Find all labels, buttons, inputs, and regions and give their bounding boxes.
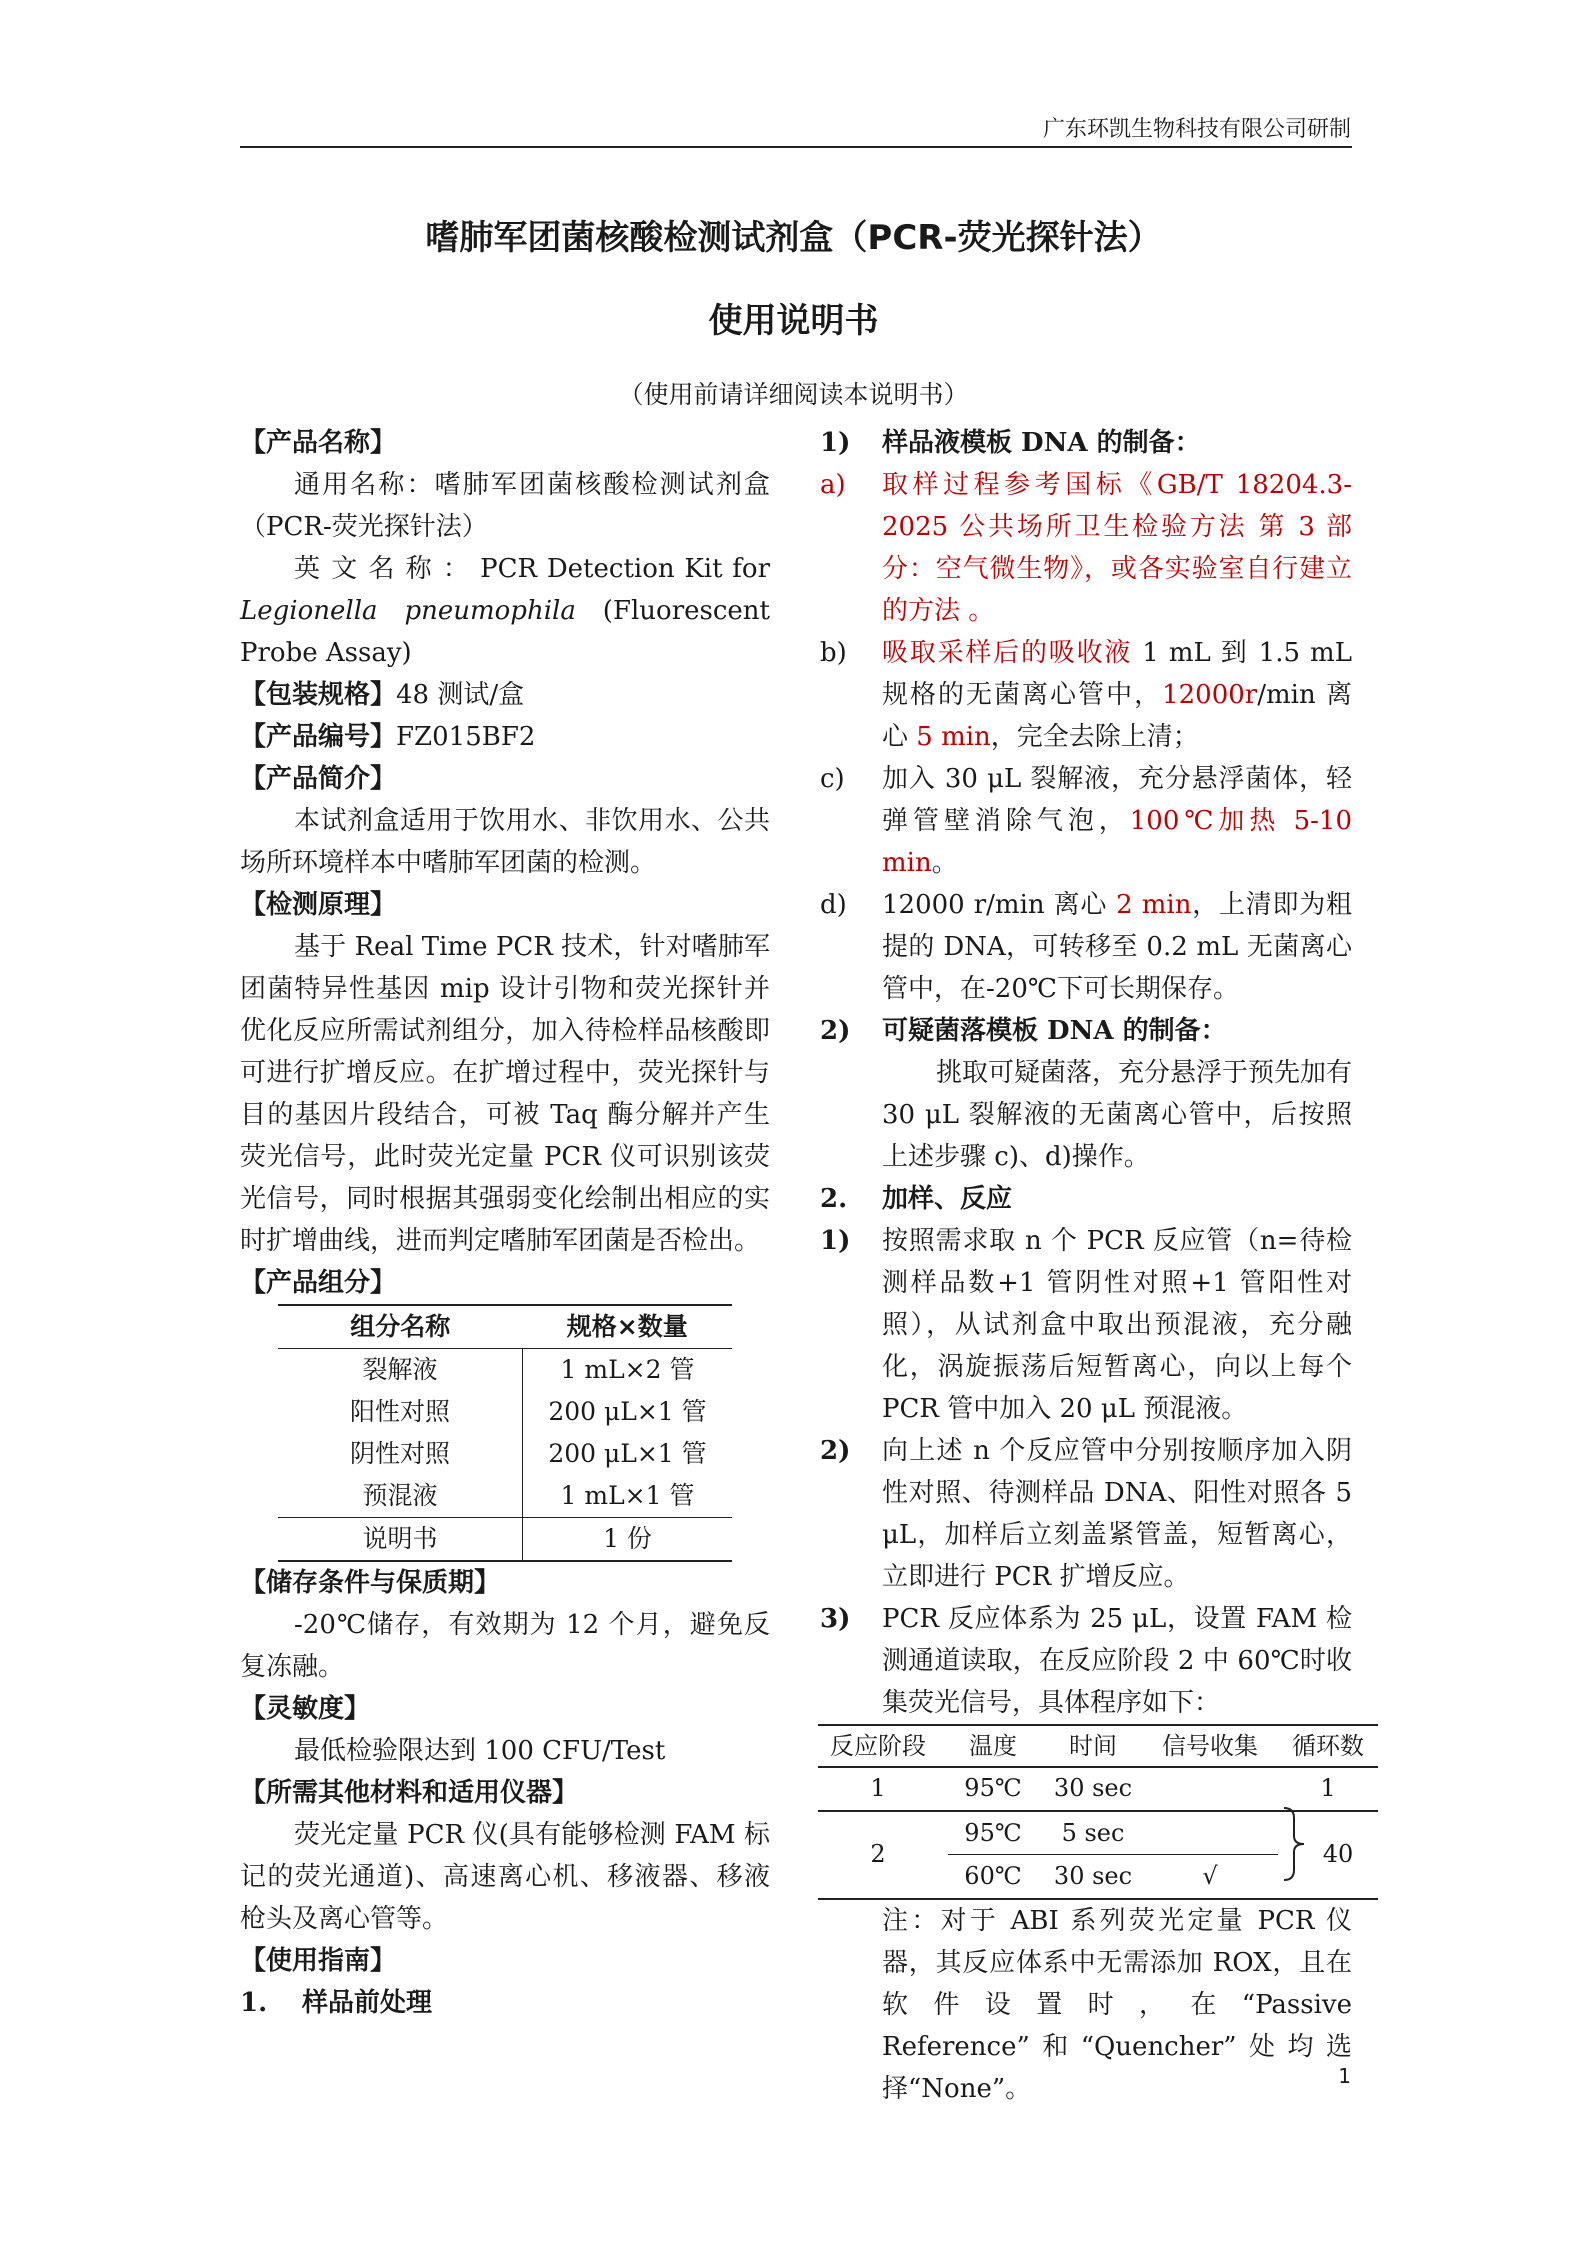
- left-column: [240, 422, 770, 2024]
- table-cell: 预混液: [278, 1475, 523, 1518]
- table-header: 温度: [969, 1732, 1017, 1760]
- table-cell: 95℃: [964, 1774, 1022, 1802]
- table-header: 反应阶段: [830, 1732, 926, 1760]
- table-cell: 95℃: [964, 1819, 1022, 1847]
- colony-dna-text: 挑取可疑菌落，充分悬浮于预先加有 30 μL 裂解液的无菌离心管中，后按照上述步骤 c)、d)操作。: [882, 1058, 1353, 1172]
- right-column: [820, 422, 1364, 2110]
- colony-dna-heading: 2) 可疑菌落模板 DNA 的制备：: [820, 1016, 1227, 1046]
- table-cell: 2: [870, 1840, 886, 1868]
- reaction-step-3: 3) PCR 反应体系为 25 μL，设置 FAM 检测通道读取，在反应阶段 2 中 60℃时收集荧光信号，具体程序如下：: [820, 1604, 1352, 1718]
- brace-icon: [1282, 1806, 1306, 1882]
- table-cell: 1 mL×1 管: [560, 1481, 695, 1510]
- read-notice: （使用前请详细阅读本说明书）: [618, 380, 969, 409]
- table-row: [278, 1475, 732, 1518]
- table-cell: 60℃: [964, 1862, 1022, 1890]
- table-cell: 40: [1322, 1840, 1354, 1868]
- table-cell: 200 μL×1 管: [548, 1439, 707, 1468]
- table-cell: 1: [1320, 1774, 1336, 1802]
- step-d: d) 12000 r/min 离心 2 min，上清即为粗提的 DNA，可转移至 0.2 mL 无菌离心管中，在-20℃下可长期保存。: [820, 890, 1352, 1004]
- product-name-heading: 【产品名称】: [240, 428, 397, 458]
- principle-heading: 【检测原理】: [240, 890, 397, 920]
- table-header: 组分名称: [278, 1305, 523, 1349]
- company-header: 广东环凯生物科技有限公司研制: [1042, 117, 1351, 142]
- english-name: 英 文 名 称 ： PCR Detection Kit for Legionella pneumophila (Fluorescent Probe Assay): [240, 554, 770, 668]
- intro-heading: 【产品简介】: [240, 764, 397, 794]
- materials-heading: 【所需其他材料和适用仪器】: [240, 1778, 579, 1808]
- table-cell: 裂解液: [278, 1349, 523, 1392]
- table-subrule: [948, 1854, 1278, 1855]
- intro-text: 本试剂盒适用于饮用水、非饮用水、公共场所环境样本中嗜肺军团菌的检测。: [240, 806, 770, 878]
- reaction-step-2: 2) 向上述 n 个反应管中分别按顺序加入阴性对照、待测样品 DNA、阳性对照各 5 μL，加样后立刻盖紧管盖，短暂离心，立即进行 PCR 扩增反应。: [820, 1436, 1352, 1592]
- table-row: [278, 1518, 732, 1562]
- table-cell: 阳性对照: [278, 1391, 523, 1433]
- page-number: 1: [1338, 2064, 1351, 2088]
- table-cell: 200 μL×1 管: [548, 1397, 707, 1426]
- doc-subtitle: 使用说明书: [708, 301, 879, 341]
- storage-heading: 【储存条件与保质期】: [240, 1568, 501, 1598]
- sample-dna-heading: 1) 样品液模板 DNA 的制备：: [820, 428, 1201, 458]
- step1-heading: 1. 样品前处理: [240, 1988, 433, 2018]
- header-divider: [240, 146, 1352, 148]
- package-spec: 【包装规格】48 测试/盒: [240, 680, 525, 710]
- generic-name: 通用名称：嗜肺军团菌核酸检测试剂盒（PCR-荧光探针法）: [240, 470, 770, 542]
- materials-text: 荧光定量 PCR 仪(具有能够检测 FAM 标记的荧光通道)、高速离心机、移液器、移液枪头及离心管等。: [240, 1820, 770, 1934]
- components-table: [278, 1304, 732, 1562]
- table-header: 时间: [1069, 1732, 1117, 1760]
- guide-heading: 【使用指南】: [240, 1946, 397, 1976]
- product-code: 【产品编号】FZ015BF2: [240, 722, 536, 752]
- doc-title: 嗜肺军团菌核酸检测试剂盒（PCR-荧光探针法）: [425, 218, 1162, 258]
- sensitivity-heading: 【灵敏度】: [240, 1694, 371, 1724]
- table-cell: 1: [870, 1774, 886, 1802]
- table-header: 规格×数量: [523, 1305, 733, 1349]
- table-header: 循环数: [1292, 1732, 1364, 1760]
- step-a: a) 取样过程参考国标《GB/T 18204.3-2025 公共场所卫生检验方法 第 3 部分：空气微生物》，或各实验室自行建立的方法 。: [820, 470, 1352, 626]
- step2-heading: 2. 加样、反应: [820, 1184, 1013, 1214]
- table-header: 信号收集: [1162, 1732, 1258, 1760]
- step-c: c) 加入 30 μL 裂解液，充分悬浮菌体，轻弹管壁消除气泡，100℃加热 5-10 min。: [820, 764, 1352, 878]
- table-cell: 30 sec: [1053, 1774, 1133, 1802]
- table-header-row: [278, 1305, 732, 1349]
- pcr-program-table: [818, 1724, 1378, 1900]
- table-row: [278, 1391, 732, 1433]
- table-cell: 1 mL×2 管: [560, 1355, 695, 1384]
- storage-text: -20℃储存，有效期为 12 个月，避免反复冻融。: [240, 1610, 770, 1682]
- step-b: b) 吸取采样后的吸收液 1 mL 到 1.5 mL 规格的无菌离心管中，12000r/min 离心 5 min，完全去除上清；: [820, 638, 1352, 752]
- table-cell: 阴性对照: [278, 1433, 523, 1475]
- principle-text: 基于 Real Time PCR 技术，针对嗜肺军团菌特异性基因 mip 设计引物和荧光探针并优化反应所需试剂组分，加入待检样品核酸即可进行扩增反应。在扩增过程中，荧光探针与目的基因片段结合，可被 Taq 酶分解并产生荧光信号，此时荧光定量 PCR 仪可识别该荧光信号，同时根据其强弱变化绘制出相应的实时扩增曲线，进而判定嗜肺军团菌是否检出。: [240, 932, 770, 1256]
- table-cell: √: [1202, 1862, 1218, 1890]
- reaction-step-1: 1) 按照需求取 n 个 PCR 反应管（n=待检测样品数+1 管阴性对照+1 管阳性对照），从试剂盒中取出预混液，充分融化，涡旋振荡后短暂离心，向以上每个 PCR 管中加入 20 μL 预混液。: [820, 1226, 1352, 1424]
- table-cell: 30 sec: [1053, 1862, 1133, 1890]
- table-cell: 1 份: [523, 1518, 733, 1562]
- table-cell: 5 sec: [1061, 1819, 1125, 1847]
- table-row: [278, 1433, 732, 1475]
- table-rule: [818, 1898, 1378, 1900]
- components-heading: 【产品组分】: [240, 1268, 397, 1298]
- footnote: 注：对于 ABI 系列荧光定量 PCR 仪器，其反应体系中无需添加 ROX，且在软件设置时，在“Passive Reference”和“Quencher”处均选择“None”。: [882, 1906, 1352, 2104]
- table-cell: 说明书: [278, 1518, 523, 1562]
- sensitivity-text: 最低检验限达到 100 CFU/Test: [294, 1736, 666, 1766]
- table-row: [278, 1349, 732, 1392]
